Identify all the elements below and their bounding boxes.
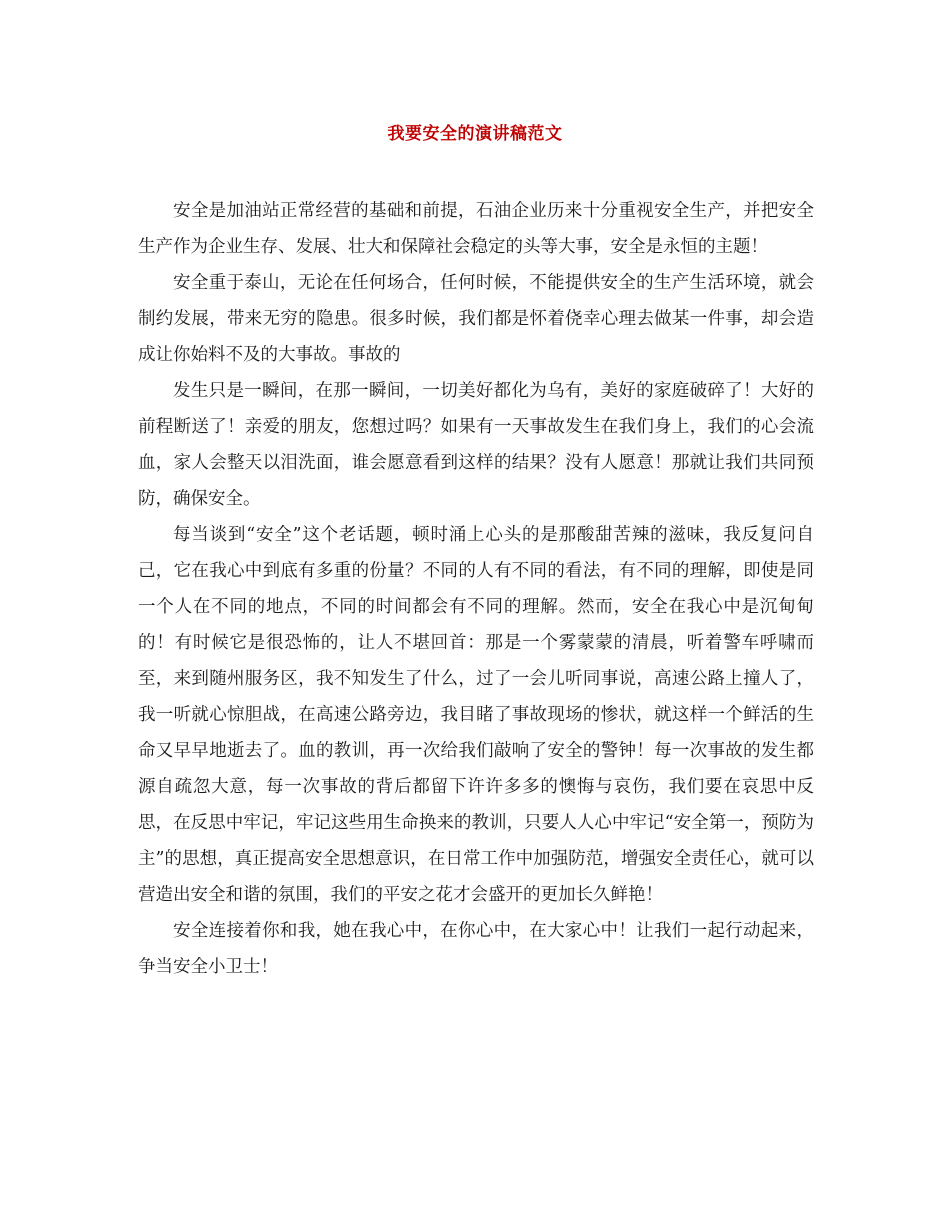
paragraph: 安全重于泰山，无论在任何场合，任何时候，不能提供安全的生产生活环境，就会制约发展，带来无穷的隐患。很多时候，我们都是怀着侥幸心理去做某一件事，却会造成让你始料不及的大事故。事故的 (138, 273, 814, 365)
paragraph: 每当谈到“安全”这个老话题，顿时涌上心头的是那酸甜苦辣的滋味，我反复问自己，它在我心中到底有多重的份量？不同的人有不同的看法，有不同的理解，即使是同一个人在不同的地点，不同的时间都会有不同的理解。然而，安全在我心中是沉甸甸的！有时候它是很恐怖的，让人不堪回首：那是一个雾蒙蒙的清晨，听着警车呼啸而至，来到随州服务区，我不知发生了什么，过了一会儿听同事说，高速公路上撞人了，我一听就心惊胆战，在高速公路旁边，我目睹了事故现场的惨状，就这样一个鲜活的生命又早早地逝去了。血的教训，再一次给我们敲响了安全的警钟！每一次事故的发生都源自疏忽大意，每一次事故的背后都留下许许多多的懊悔与哀伤，我们要在哀思中反思，在反思中牢记，牢记这些用生命换来的教训，只要人人心中牢记“安全第一，预防为主”的思想，真正提高安全思想意识，在日常工作中加强防范，增强安全责任心，就可以营造出安全和谐的氛围，我们的平安之花才会盛开的更加长久鲜艳！ (138, 525, 814, 905)
document-body (138, 193, 814, 985)
paragraph: 发生只是一瞬间，在那一瞬间，一切美好都化为乌有，美好的家庭破碎了！大好的前程断送了！亲爱的朋友，您想过吗？如果有一天事故发生在我们身上，我们的心会流血，家人会整天以泪洗面，谁会愿意看到这样的结果？没有人愿意！那就让我们共同预防，确保安全。 (138, 381, 814, 509)
document-title: 我要安全的演讲稿范文 (387, 124, 563, 144)
paragraph: 安全是加油站正常经营的基础和前提，石油企业历来十分重视安全生产，并把安全生产作为企业生存、发展、壮大和保障社会稳定的头等大事，安全是永恒的主题！ (138, 201, 814, 257)
paragraph: 安全连接着你和我，她在我心中，在你心中，在大家心中！让我们一起行动起来，争当安全小卫士！ (138, 921, 814, 977)
